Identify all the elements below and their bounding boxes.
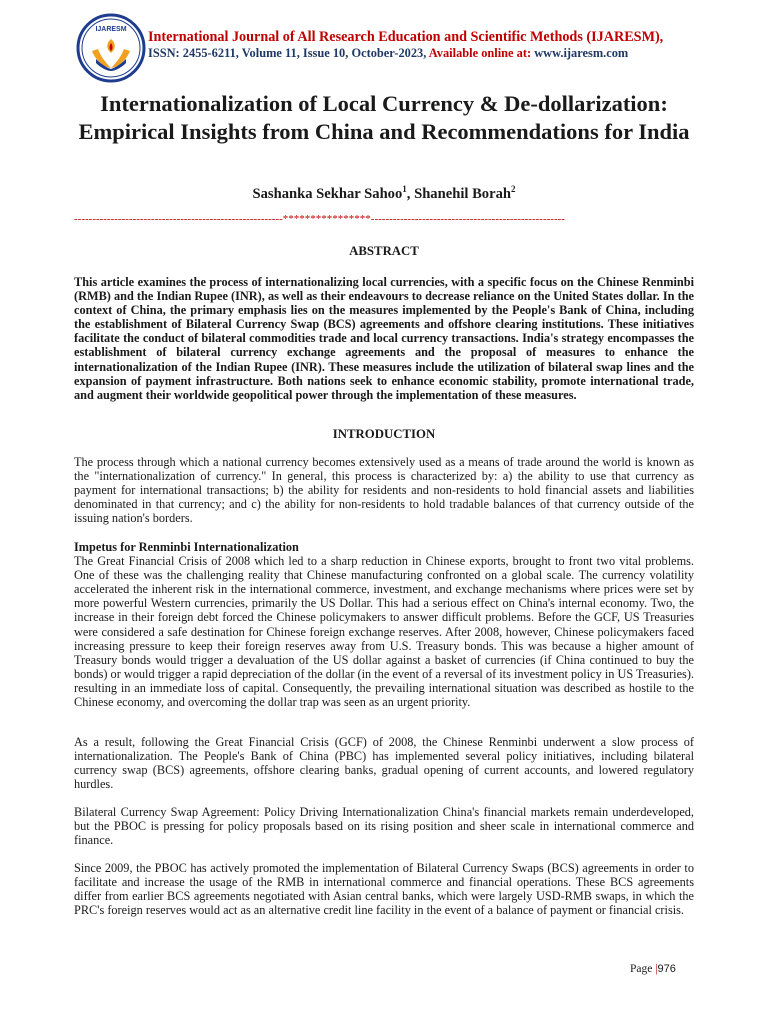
intro-paragraph-5: Since 2009, the PBOC has actively promoted the implementation of Bilateral Currency Swaps (BCS) agreements in order to facilitate and increase the usage of the RMB in international commerce and financial operations. These BCS agreements differ from earlier BCS agreements negotiated with Asian central banks, which were largely USD-RMB swaps, in which the PRC's foreign reserves would act as an alternative credit line facility in the event of a balance of payment or financial crisis. bbox=[74, 861, 694, 918]
journal-name: International Journal of All Research Education and Scientific Methods (IJARESM), bbox=[148, 29, 664, 45]
intro-paragraph-1: The process through which a national currency becomes extensively used as a means of trade around the world is known as the "internationalization of currency." In general, this process is characterized by: a) the ability to use that currency as payment for international transactions; b) the ability for residents and non-residents to hold financial assets and liabilities denominated in that currency; and c) the ability for non-residents to hold tradable balances of that currency outside of the issuing nation's borders. bbox=[74, 455, 694, 526]
journal-logo bbox=[76, 13, 146, 83]
journal-issue-info bbox=[148, 46, 728, 61]
author-1: Sashanka Sekhar Sahoo bbox=[252, 185, 403, 202]
intro-paragraph-2: The Great Financial Crisis of 2008 which led to a sharp reduction in Chinese exports, brought to front two vital problems. One of these was the challenging reality that Chinese manufacturing confronted on a global scale. The currency volatility accelerated the inherent risk in the international commerce, investment, and exchange mechanisms where prices were set by more powerful Western currencies, primarily the US Dollar. This had a serious effect on China's internal economy. Two, the increase in their foreign debt forced the Chinese policymakers to answer difficult problems. Before the GCF, US Treasuries were considered a safe destination for Chinese foreign exchange reserves. After 2008, however, Chinese policymakers faced increasing pressure to keep their foreign reserves away from U.S. Treasury bonds. This was because a higher amount of Treasury bonds would trigger a devaluation of the US dollar against a basket of currencies (if China continued to buy the bonds) or would trigger a rapid depreciation of the dollar (in the event of a reversal of its investment policy in US Treasuries). resulting in an immediate loss of capital. Consequently, the prevailing international situation was described as hostile to the Chinese economy, and overcoming the dollar trap was seen as an urgent priority. bbox=[74, 554, 694, 710]
impetus-section bbox=[74, 540, 694, 709]
available-label: Available online at: bbox=[428, 46, 535, 60]
author-1-affiliation: 1 bbox=[402, 184, 407, 194]
journal-website-link[interactable]: www.ijaresm.com bbox=[534, 46, 629, 60]
page-divider: | bbox=[655, 963, 658, 975]
page-number: 976 bbox=[657, 963, 676, 975]
introduction-heading: INTRODUCTION bbox=[332, 427, 436, 441]
author-2-affiliation: 2 bbox=[511, 184, 516, 194]
page-footer bbox=[630, 963, 700, 975]
ijaresm-logo-icon bbox=[76, 13, 146, 83]
impetus-subheading: Impetus for Renminbi Internationalization bbox=[74, 540, 299, 554]
abstract-heading: ABSTRACT bbox=[349, 244, 419, 258]
author-2: Shanehil Borah bbox=[414, 185, 511, 202]
author-separator: , bbox=[406, 185, 415, 202]
page-label: Page bbox=[630, 963, 656, 975]
paper-title: Internationalization of Local Currency & De-dollarization: Empirical Insights from China and Recommendations for India bbox=[78, 91, 690, 144]
intro-paragraph-4: Bilateral Currency Swap Agreement: Policy Driving Internationalization China's financial markets remain underdeveloped, but the PBOC is pressing for policy proposals based on its rising position and sheer scale in international commerce and finance. bbox=[74, 805, 694, 848]
intro-paragraph-3: As a result, following the Great Financial Crisis (GCF) of 2008, the Chinese Renminbi underwent a slow process of internationalization. The People's Bank of China (PBC) has implemented several policy initiatives, including bilateral currency swap (BCS) agreements, offshore clearing banks, gradual opening of current accounts, and lowered regulatory hurdles. bbox=[74, 735, 694, 792]
issn-info: ISSN: 2455-6211, Volume 11, Issue 10, October-2023, bbox=[148, 46, 429, 60]
author-list bbox=[74, 184, 694, 203]
section-separator: ---------------------------------------------------------****************----------------------------------------------------- bbox=[74, 213, 565, 225]
svg-text:IJARESM: IJARESM bbox=[95, 26, 127, 33]
abstract-text: This article examines the process of internationalizing local currencies, with a specific focus on the Chinese Renminbi (RMB) and the Indian Rupee (INR), as well as their endeavours to decrease reliance on the United States dollar. In the context of China, the primary emphasis lies on the measures implemented by the People's Bank of China, including the establishment of Bilateral Currency Swap (BCS) agreements and offshore clearing institutions. These initiatives facilitate the conduct of bilateral commodities trade and local currency transactions. India's strategy encompasses the establishment of bilateral currency exchange agreements and the proposal of measures to enhance the internationalization of the Indian Rupee (INR). These measures include the utilization of bilateral swap lines and the expansion of payment infrastructure. Both nations seek to enhance economic stability, promote international trade, and augment their worldwide geopolitical power through the implementation of these measures. bbox=[74, 275, 694, 402]
